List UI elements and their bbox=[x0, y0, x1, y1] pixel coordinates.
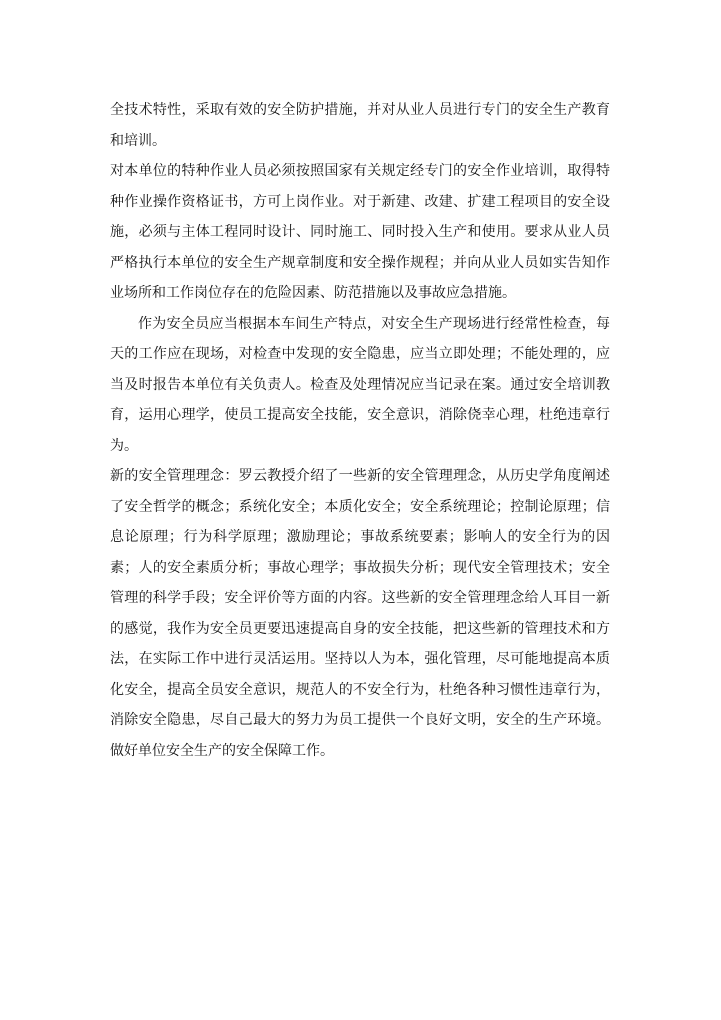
paragraph-1: 全技术特性，采取有效的安全防护措施，并对从业人员进行专门的安全生产教育和培训。 bbox=[110, 102, 610, 149]
paragraph-4: 新的安全管理理念：罗云教授介绍了一些新的安全管理理念，从历史学角度阐述了安全哲学的概念；系统化安全；本质化安全；安全系统理论；控制论原理；信息论原理；行为科学原理；激励理论；事故系统要素；影响人的安全行为的因素；人的安全素质分析；事故心理学；事故损失分析；现代安全管理技术；安全管理的科学手段；安全评价等方面的内容。这些新的安全管理理念给人耳目一新的感觉，我作为安全员更要迅速提高自身的安全技能，把这些新的管理技术和方法，在实际工作中进行灵活运用。坚持以人为本，强化管理，尽可能地提高本质化安全，提高全员安全意识，规范人的不安全行为，杜绝各种习惯性违章行为，消除安全隐患，尽自己最大的努力为员工提供一个良好文明，安全的生产环境。做好单位安全生产的安全保障工作。 bbox=[110, 468, 610, 759]
paragraph-3: 作为安全员应当根据本车间生产特点，对安全生产现场进行经常性检查，每天的工作应在现场，对检查中发现的安全隐患，应当立即处理；不能处理的，应当及时报告本单位有关负责人。检查及处理情况应当记录在案。通过安全培训教育，运用心理学，使员工提高安全技能，安全意识，消除侥幸心理，杜绝违章行为。 bbox=[110, 315, 610, 454]
document-body bbox=[110, 95, 610, 766]
paragraph-2: 对本单位的特种作业人员必须按照国家有关规定经专门的安全作业培训，取得特种作业操作资格证书，方可上岗作业。对于新建、改建、扩建工程项目的安全设施，必须与主体工程同时设计、同时施工、同时投入生产和使用。要求从业人员严格执行本单位的安全生产规章制度和安全操作规程；并向从业人员如实告知作业场所和工作岗位存在的危险因素、防范措施以及事故应急措施。 bbox=[110, 163, 610, 301]
